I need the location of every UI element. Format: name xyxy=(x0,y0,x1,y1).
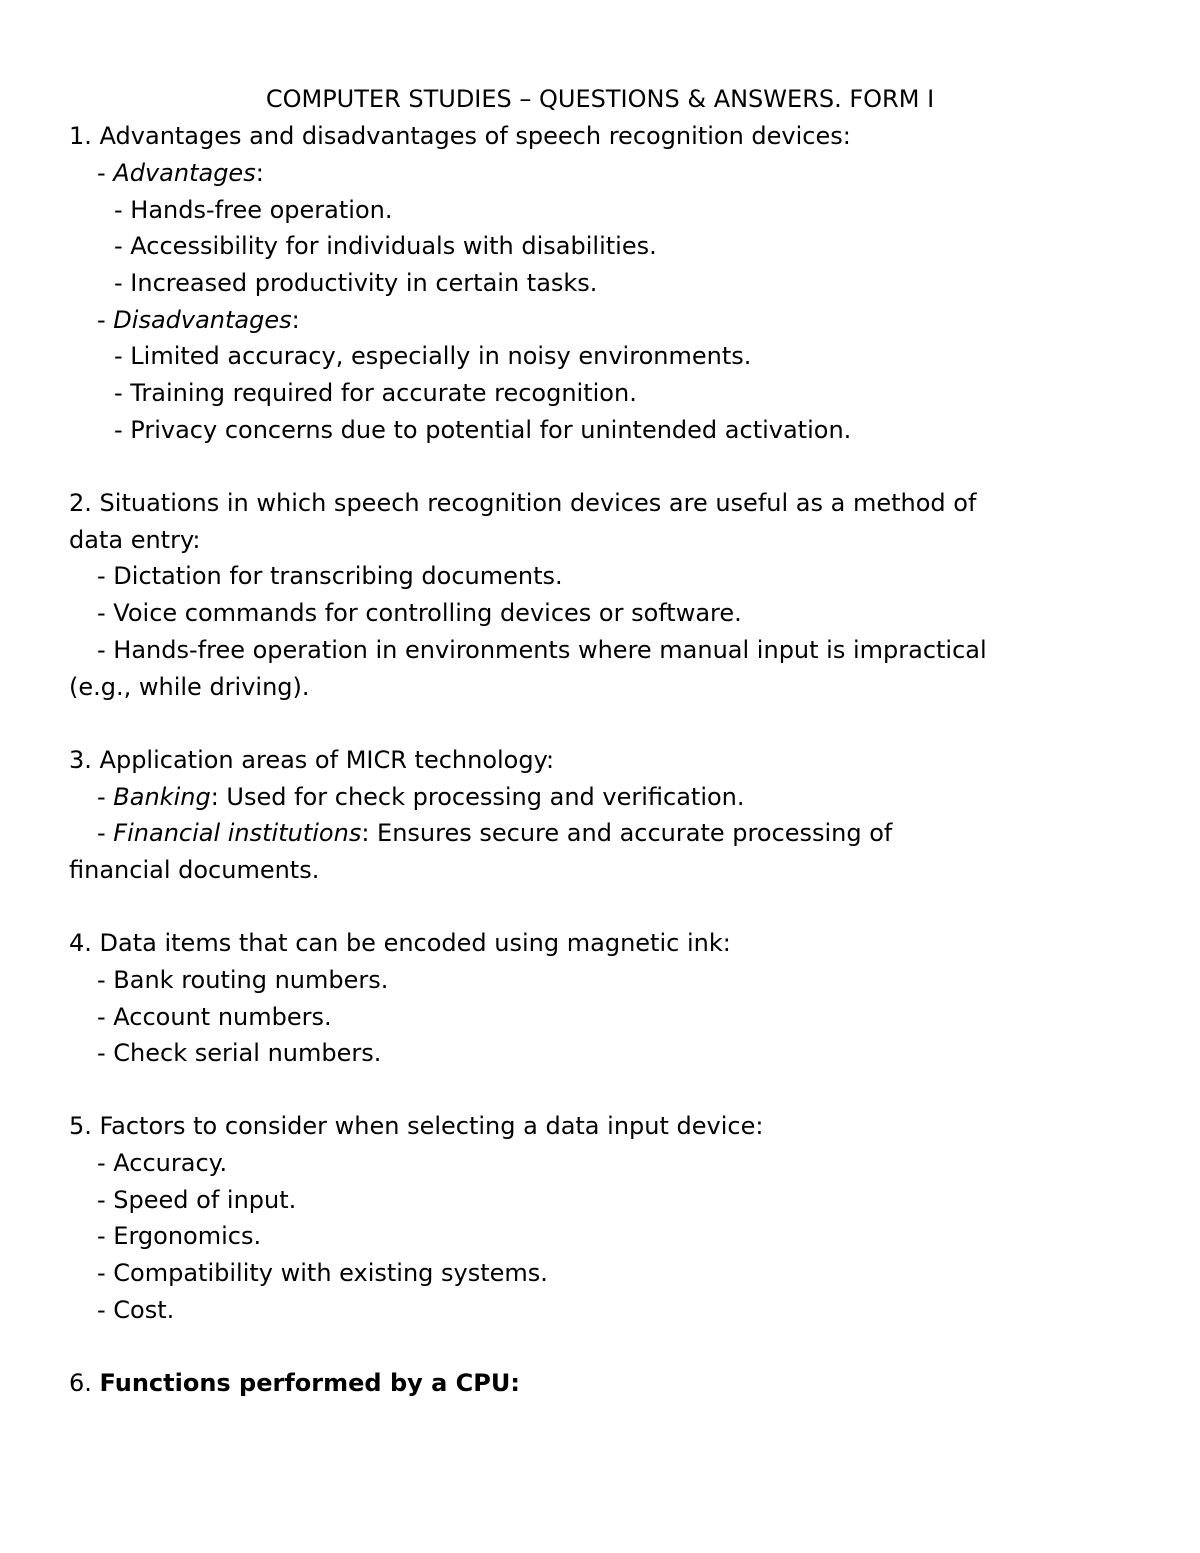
q2-heading xyxy=(69,488,976,518)
list-item: - Increased productivity in certain tasks. xyxy=(114,269,598,297)
q4-heading-text: Data items that can be encoded using magnetic ink: xyxy=(99,929,731,957)
list-item: - Bank routing numbers. xyxy=(97,966,389,994)
q5-heading-text: Factors to consider when selecting a data input device: xyxy=(99,1112,764,1140)
q1-advantages-label-line: - Advantages: xyxy=(97,159,264,187)
q1-disadvantages-label: Disadvantages xyxy=(113,306,292,334)
list-item: - Voice commands for controlling devices or software. xyxy=(97,599,742,627)
q1-heading-text: Advantages and disadvantages of speech recognition devices: xyxy=(99,122,851,150)
list-item: - Accessibility for individuals with disabilities. xyxy=(114,232,657,260)
list-item: - Dictation for transcribing documents. xyxy=(97,562,563,590)
list-item-continued: financial documents. xyxy=(69,856,320,884)
list-item: - Limited accuracy, especially in noisy environments. xyxy=(114,342,752,370)
q1-advantages-label: Advantages xyxy=(113,159,256,187)
q2-heading-text: Situations in which speech recognition devices are useful as a method of xyxy=(99,489,977,517)
q2-heading-continued: data entry: xyxy=(69,526,201,554)
q1-heading xyxy=(69,121,851,151)
q1-disadvantages-label-line: - Disadvantages: xyxy=(97,306,300,334)
q4-heading xyxy=(69,928,731,958)
list-item: - Compatibility with existing systems. xyxy=(97,1259,548,1287)
q6-heading-text: Functions performed by a CPU: xyxy=(99,1369,520,1397)
list-item-continued: (e.g., while driving). xyxy=(69,673,310,701)
q3-banking-label: Banking xyxy=(113,783,211,811)
list-item: - Cost. xyxy=(97,1296,175,1324)
q6-heading xyxy=(69,1368,520,1398)
q5-number: 5. xyxy=(69,1112,92,1140)
list-item: - Training required for accurate recognition. xyxy=(114,379,637,407)
page-title: COMPUTER STUDIES – QUESTIONS & ANSWERS. FORM I xyxy=(265,85,935,113)
q3-heading xyxy=(69,745,554,775)
list-item: - Financial institutions: Ensures secure and accurate processing of xyxy=(97,819,893,847)
list-item: - Check serial numbers. xyxy=(97,1039,382,1067)
q3-heading-text: Application areas of MICR technology: xyxy=(99,746,555,774)
q5-heading xyxy=(69,1111,763,1141)
list-item: - Banking: Used for check processing and verification. xyxy=(97,783,745,811)
q6-number: 6. xyxy=(69,1369,92,1397)
list-item: - Privacy concerns due to potential for unintended activation. xyxy=(114,416,852,444)
list-item: - Hands-free operation. xyxy=(114,196,393,224)
list-item: - Accuracy. xyxy=(97,1149,228,1177)
q4-number: 4. xyxy=(69,929,92,957)
q3-financial-label: Financial institutions xyxy=(113,819,362,847)
list-item: - Ergonomics. xyxy=(97,1222,262,1250)
q3-number: 3. xyxy=(69,746,92,774)
list-item: - Account numbers. xyxy=(97,1003,332,1031)
q2-number: 2. xyxy=(69,489,92,517)
list-item: - Speed of input. xyxy=(97,1186,297,1214)
q1-number: 1. xyxy=(69,122,92,150)
list-item: - Hands-free operation in environments where manual input is impractical xyxy=(97,636,987,664)
